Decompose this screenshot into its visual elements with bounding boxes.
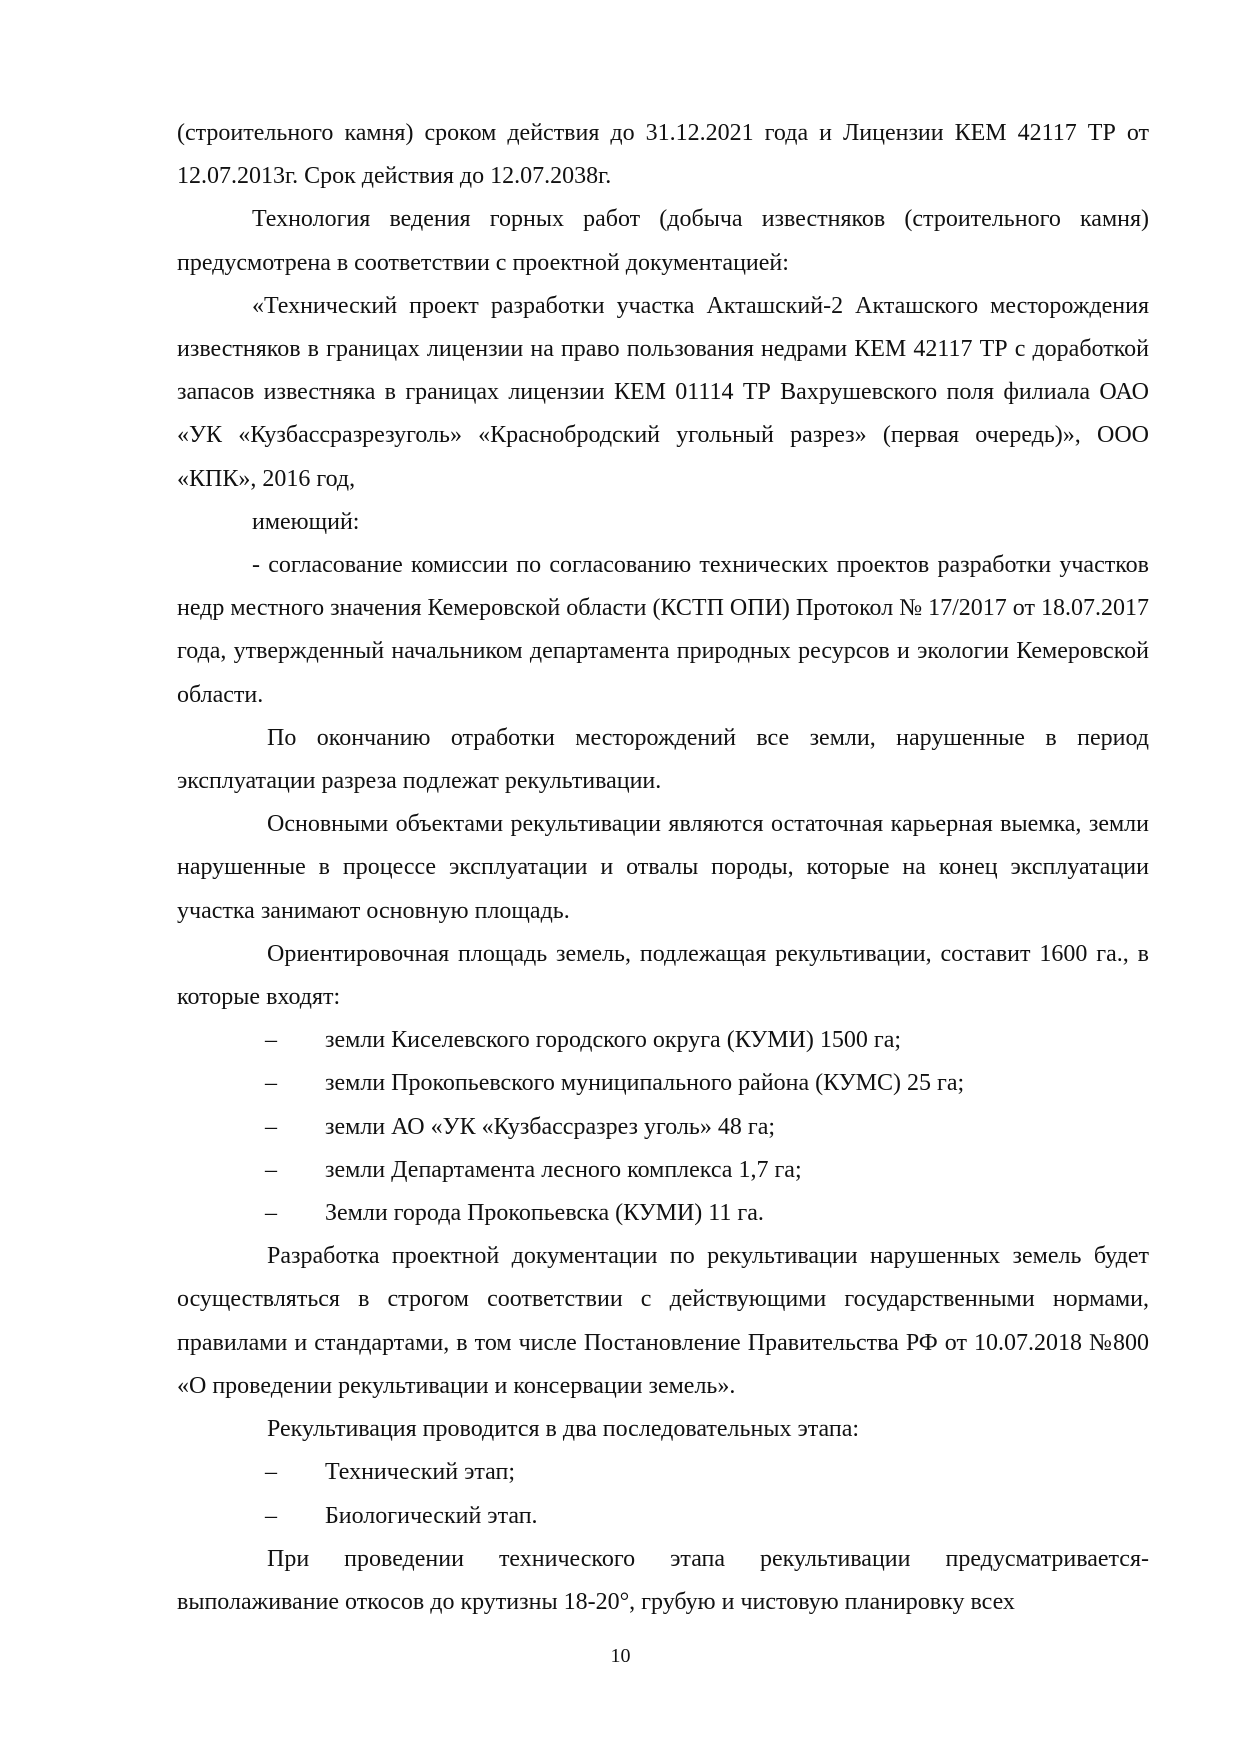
dash-bullet: – bbox=[265, 1070, 277, 1097]
list-item bbox=[177, 1019, 1149, 1062]
dash-bullet: – bbox=[265, 1459, 277, 1486]
list-item bbox=[177, 1149, 1149, 1192]
list-item bbox=[177, 1192, 1149, 1235]
list-item-text: Технический этап; bbox=[325, 1459, 516, 1486]
document-page bbox=[177, 112, 1149, 1624]
paragraph-license-term: (строительного камня) сроком действия до 31.12.2021 года и Лицензии КЕМ 42117 ТР от 12.07.2013г. Срок действия до 12.07.2038г. bbox=[177, 120, 1149, 190]
dash-bullet: – bbox=[265, 1113, 277, 1140]
dash-bullet: – bbox=[265, 1156, 277, 1183]
paragraph-technical-stage: При проведении технического этапа рекультивации предусматривается-выполаживание откосов до крутизны 18-20°, грубую и чистовую планировку всех bbox=[177, 1545, 1149, 1615]
paragraph-after-mining: По окончанию отработки месторождений все земли, нарушенные в период эксплуатации разреза подлежат рекультивации. bbox=[177, 724, 1149, 795]
page-number: 10 bbox=[610, 1645, 631, 1667]
dash-bullet: – bbox=[265, 1200, 277, 1227]
paragraph-technical-project: «Технический проект разработки участка Акташский-2 Акташского месторождения известняков в границах лицензии на право пользования недрами КЕМ 42117 ТР с доработкой запасов известняка в границах лицензии КЕМ 01114 ТР Вахрушевского поля филиала ОАО «УК «Кузбассразрезуголь» «Краснобродский угольный разрез» (первая очередь)», ООО «КПК», 2016 год, bbox=[177, 292, 1149, 492]
list-item-text: Биологический этап. bbox=[325, 1502, 538, 1529]
paragraph-project-documentation: Разработка проектной документации по рекультивации нарушенных земель будет осуществляться в строгом соответствии с действующими государственными нормами, правилами и стандартами, в том числе Постановление Правительства РФ от 10.07.2018 №800 «О проведении рекультивации и консервации земель». bbox=[177, 1243, 1149, 1399]
list-item bbox=[177, 1062, 1149, 1105]
paragraph-having: имеющий: bbox=[252, 508, 360, 535]
list-item-text: земли АО «УК «Кузбассразрез уголь» 48 га; bbox=[325, 1113, 776, 1140]
paragraph-area-estimate: Ориентировочная площадь земель, подлежащая рекультивации, составит 1600 га., в которые входят: bbox=[177, 940, 1149, 1011]
list-item bbox=[177, 1495, 1149, 1538]
dash-bullet: – bbox=[265, 1027, 277, 1054]
dash-bullet: – bbox=[265, 1502, 277, 1529]
list-item-text: земли Прокопьевского муниципального района (КУМС) 25 га; bbox=[325, 1070, 965, 1097]
list-item-text: земли Киселевского городского округа (КУМИ) 1500 га; bbox=[325, 1027, 902, 1054]
paragraph-reclamation-objects: Основными объектами рекультивации являются остаточная карьерная выемка, земли нарушенные в процессе эксплуатации и отвалы породы, которые на конец эксплуатации участка занимают основную площадь. bbox=[177, 811, 1149, 924]
stages-list bbox=[177, 1451, 1149, 1537]
land-list bbox=[177, 1019, 1149, 1235]
paragraph-approval: - согласование комиссии по согласованию технических проектов разработки участков недр местного значения Кемеровской области (КСТП ОПИ) Протокол № 17/2017 от 18.07.2017 года, утвержденный начальником департамента природных ресурсов и экологии Кемеровской области. bbox=[177, 552, 1149, 708]
paragraph-mining-technology: Технология ведения горных работ (добыча известняков (строительного камня) предусмотрена в соответствии с проектной документацией: bbox=[177, 206, 1149, 276]
paragraph-two-stages: Рекультивация проводится в два последовательных этапа: bbox=[267, 1416, 860, 1443]
list-item-text: земли Департамента лесного комплекса 1,7 га; bbox=[325, 1156, 802, 1183]
list-item bbox=[177, 1106, 1149, 1149]
list-item-text: Земли города Прокопьевска (КУМИ) 11 га. bbox=[325, 1200, 764, 1227]
list-item bbox=[177, 1451, 1149, 1494]
